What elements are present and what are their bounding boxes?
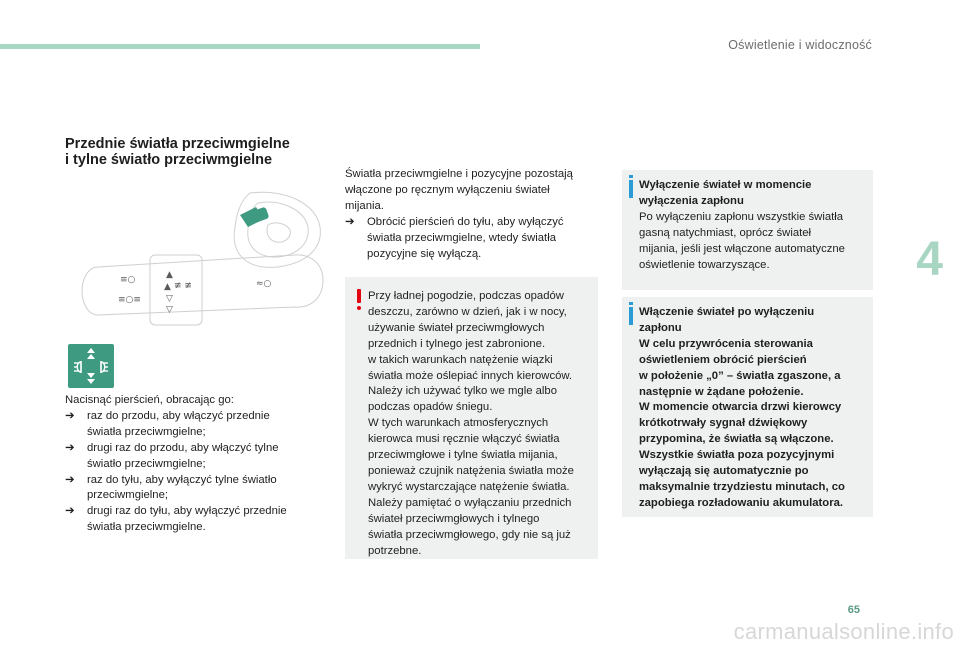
warning-line: świateł przeciwmgłowych i tylnego bbox=[368, 512, 540, 525]
info-line: gasną natychmiast, oprócz świateł bbox=[639, 226, 812, 239]
para-line: mijania. bbox=[345, 199, 384, 212]
list-item bbox=[65, 473, 327, 505]
info-line: Wszystkie światła poza pozycyjnymi bbox=[639, 449, 835, 462]
info-box-ignition-off bbox=[622, 170, 873, 290]
warning-line: światła może oślepiać innych kierowców. bbox=[368, 369, 573, 382]
list-item-line: drugi raz do przodu, aby włączyć tylne bbox=[87, 441, 279, 454]
svg-text:▲: ▲ bbox=[164, 282, 171, 292]
top-accent-bar bbox=[0, 44, 480, 49]
warning-line: Należy ich używać tylko we mgle albo bbox=[368, 385, 557, 398]
list-item-line: światło przeciwmgielne; bbox=[87, 457, 206, 470]
warning-box bbox=[345, 277, 598, 559]
info-line: maksymalnie trzydziestu minutach, co bbox=[639, 480, 845, 493]
info-line: Po wyłączeniu zapłonu wszystkie światła bbox=[639, 210, 844, 223]
info-line: W momencie otwarcia drzwi kierowcy bbox=[639, 401, 842, 414]
left-column-text bbox=[65, 393, 327, 536]
info-i-icon bbox=[629, 307, 633, 325]
list-item-line: światła przeciwmgielne; bbox=[87, 425, 206, 438]
info-line: oświetlenie towarzyszące. bbox=[639, 258, 770, 271]
info-i-icon bbox=[629, 180, 633, 198]
para-line: włączone po ręcznym wyłączeniu świateł bbox=[345, 183, 550, 196]
info-line: przypomina, że światła są włączone. bbox=[639, 433, 834, 446]
info-title-line: Włączenie świateł po wyłączeniu bbox=[639, 306, 815, 318]
title-line: Przednie światła przeciwmgielne bbox=[65, 136, 290, 152]
warning-text bbox=[368, 289, 586, 559]
list-item bbox=[65, 504, 327, 536]
info-title-line: zapłonu bbox=[639, 321, 682, 334]
warning-line: wykryć wystarczające natężenie światła. bbox=[368, 480, 570, 493]
warning-exclamation-icon bbox=[357, 289, 361, 303]
list-item-line: przeciwmgielne; bbox=[87, 489, 168, 502]
svg-text:▽: ▽ bbox=[166, 305, 173, 315]
svg-text:≡○: ≡○ bbox=[120, 275, 136, 285]
page-title bbox=[65, 136, 345, 168]
bullet-icon: ➔ bbox=[65, 473, 75, 486]
page-number: 65 bbox=[847, 604, 860, 616]
list-item bbox=[65, 441, 327, 473]
warning-line: podczas opadów śniegu. bbox=[368, 401, 493, 414]
info-line: W celu przywrócenia sterowania bbox=[639, 337, 813, 350]
info-line: wyłączają się automatycznie po bbox=[639, 465, 809, 478]
svg-text:≢ ≢: ≢ ≢ bbox=[174, 281, 192, 291]
bullet-icon: ➔ bbox=[65, 441, 75, 454]
svg-text:▽: ▽ bbox=[166, 294, 173, 304]
info-line: krótkotrwały sygnał dźwiękowy bbox=[639, 417, 808, 430]
list-item-line: drugi raz do tyłu, aby wyłączyć przednie bbox=[87, 505, 287, 518]
svg-text:≈○: ≈○ bbox=[256, 279, 272, 289]
title-line: i tylne światło przeciwmgielne bbox=[65, 152, 273, 168]
list-item-line: Obrócić pierścień do tyłu, aby wyłączyć bbox=[367, 215, 564, 228]
chapter-number: 4 bbox=[916, 233, 943, 286]
info-line: oświetleniem obrócić pierścień bbox=[639, 353, 807, 366]
info-text bbox=[639, 305, 867, 512]
stalk-illustration bbox=[80, 185, 330, 340]
info-line: zapobiega rozładowaniu akumulatora. bbox=[639, 496, 844, 509]
info-line: mijania, jeśli jest włączone automatyczne bbox=[639, 242, 845, 255]
warning-line: ponieważ czujnik natężenia światła może bbox=[368, 464, 574, 477]
warning-line: W tych warunkach atmosferycznych bbox=[368, 417, 549, 430]
para-line: Światła przeciwmgielne i pozycyjne pozostają bbox=[345, 168, 573, 180]
warning-line: Przy ładnej pogodzie, podczas opadów bbox=[368, 290, 564, 302]
list-item-line: raz do tyłu, aby wyłączyć tylne światło bbox=[87, 473, 277, 486]
section-header: Oświetlenie i widoczność bbox=[728, 38, 872, 52]
warning-line: w takich warunkach natężenie wiązki bbox=[368, 353, 553, 366]
list-item bbox=[65, 409, 327, 441]
list-item-line: światła przeciwmgielne, wtedy światła bbox=[367, 231, 556, 244]
svg-text:▲: ▲ bbox=[166, 270, 173, 280]
warning-line: Należy pamiętać o wyłączaniu przednich bbox=[368, 496, 572, 509]
intro-text: Nacisnąć pierścień, obracając go: bbox=[65, 394, 234, 406]
warning-line: deszczu, zarówno w dzień, jak i w nocy, bbox=[368, 305, 567, 318]
watermark: carmanualsonline.info bbox=[733, 619, 954, 644]
info-title-line: Wyłączenie świateł w momencie bbox=[639, 179, 812, 191]
fog-lights-icon bbox=[68, 344, 114, 388]
bullet-icon: ➔ bbox=[345, 215, 355, 228]
info-box-lights-after-off bbox=[622, 297, 873, 517]
stalk-highlight bbox=[240, 207, 269, 227]
list-item-line: raz do przodu, aby włączyć przednie bbox=[87, 409, 270, 422]
warning-line: przednich i tylnego jest zabronione. bbox=[368, 337, 546, 350]
info-title-line: wyłączenia zapłonu bbox=[639, 194, 744, 207]
svg-text:≡○≡: ≡○≡ bbox=[118, 295, 141, 305]
warning-line: kierowca musi ręcznie włączyć światła bbox=[368, 433, 560, 446]
middle-column-text bbox=[345, 167, 597, 262]
bullet-icon: ➔ bbox=[65, 409, 75, 422]
list-item bbox=[345, 215, 597, 263]
list-item-line: światła przeciwmgielne. bbox=[87, 521, 206, 534]
info-line: następnie w żądane położenie. bbox=[639, 385, 804, 398]
info-text bbox=[639, 178, 867, 273]
warning-line: potrzebne. bbox=[368, 544, 422, 557]
stalk-symbols bbox=[118, 270, 272, 315]
warning-line: światła przeciwmgłowego, gdy nie są już bbox=[368, 528, 571, 541]
list-item-line: pozycyjne się wyłączą. bbox=[367, 247, 482, 260]
info-line: w położenie „0” – światła zgaszone, a bbox=[639, 369, 841, 382]
warning-line: używanie świateł przeciwmgłowych bbox=[368, 321, 545, 334]
warning-line: przeciwmgłowe i tylne światła mijania, bbox=[368, 449, 558, 462]
bullet-icon: ➔ bbox=[65, 505, 75, 518]
